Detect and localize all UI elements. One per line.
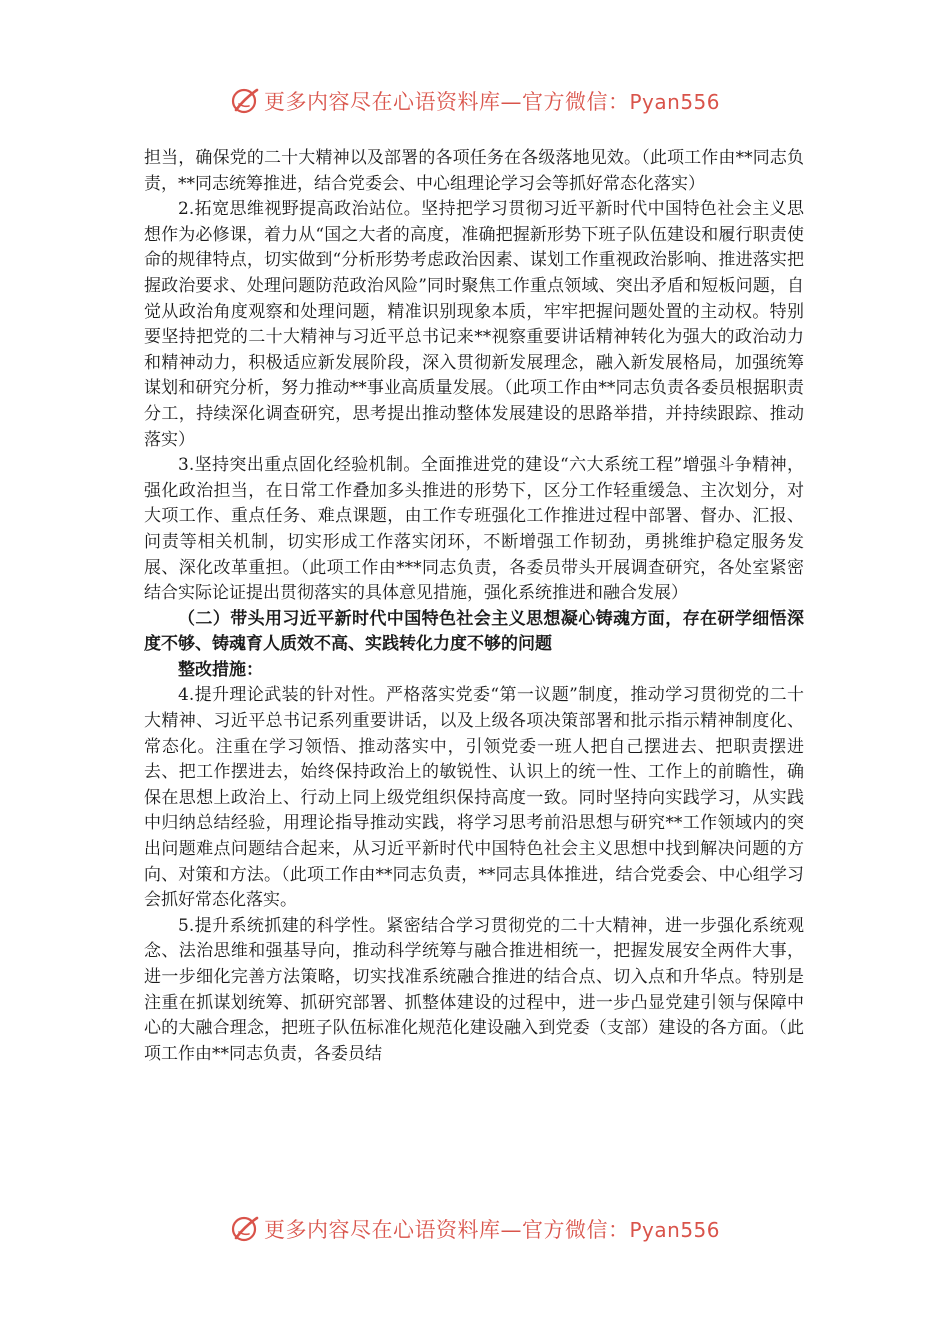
watermark-text: 更多内容尽在心语资料库—官方微信： xyxy=(263,1218,630,1242)
paragraph-continuation: 担当，确保党的二十大精神以及部署的各项任务在各级落地见效。（此项工作由**同志负责，**同志统筹推进，结合党委会、中心组理论学习会等抓好常态化落实） xyxy=(144,148,804,194)
measures-label: 整改措施： xyxy=(178,659,263,680)
paragraph-item-3: 3.坚持突出重点固化经验机制。全面推进党的建设“六大系统工程”增强斗争精神，强化政治担当，在日常工作叠加多头推进的形势下，区分工作轻重缓急、主次划分，对大项工作、重点任务、难点课题，由工作专班强化工作推进过程中部署、督办、汇报、问责等相关机制，切实形成工作落实闭环，不断增强工作韧劲，勇挑维护稳定服务发展、深化改革重担。（此项工作由***同志负责，各委员带头开展调查研究，各处室紧密结合实际论证提出贯彻落实的具体意见措施，强化系统推进和融合发展） xyxy=(144,455,804,604)
watermark-text: 更多内容尽在心语资料库—官方微信： xyxy=(263,90,630,114)
paragraph-item-5: 5.提升系统抓建的科学性。紧密结合学习贯彻党的二十大精神，进一步强化系统观念、法治思维和强基导向，推动科学统筹与融合推进相统一，把握发展安全两件大事，进一步细化完善方法策略，切实找准系统融合推进的结合点、切入点和升华点。特别是注重在抓谋划统筹、抓研究部署、抓整体建设的过程中，进一步凸显党建引领与保障中心的大融合理念，把班子队伍标准化规范化建设融入到党委（支部）建设的各方面。（此项工作由**同志负责，各委员结 xyxy=(144,915,804,1064)
watermark-code: Pyan556 xyxy=(629,90,720,114)
watermark-code: Pyan556 xyxy=(629,1218,720,1242)
document-body xyxy=(144,146,804,1067)
section-heading: （二）带头用习近平新时代中国特色社会主义思想凝心铸魂方面，存在研学细悟深度不够、铸魂育人质效不高、实践转化力度不够的问题 xyxy=(144,608,804,655)
brush-logo-icon xyxy=(230,86,260,116)
footer-watermark xyxy=(0,1214,950,1244)
paragraph-item-4: 4.提升理论武装的针对性。严格落实党委“第一议题”制度，推动学习贯彻党的二十大精神、习近平总书记系列重要讲话，以及上级各项决策部署和批示指示精神制度化、常态化。注重在学习领悟、推动落实中，引领党委一班人把自己摆进去、把职责摆进去、把工作摆进去，始终保持政治上的敏锐性、认识上的统一性、工作上的前瞻性，确保在思想上政治上、行动上同上级党组织保持高度一致。同时坚持向实践学习，从实践中归纳总结经验，用理论指导推动实践，将学习思考前沿思想与研究**工作领域内的突出问题难点问题结合起来，从习近平新时代中国特色社会主义思想中找到解决问题的方向、对策和方法。（此项工作由**同志负责，**同志具体推进，结合党委会、中心组学习会抓好常态化落实。 xyxy=(144,685,804,911)
brush-logo-icon xyxy=(230,1214,260,1244)
paragraph-item-2: 2.拓宽思维视野提高政治站位。坚持把学习贯彻习近平新时代中国特色社会主义思想作为必修课，着力从“国之大者的高度，准确把握新形势下班子队伍建设和履行职责使命的规律特点，切实做到“分析形势考虑政治因素、谋划工作重视政治影响、推进落实把握政治要求、处理问题防范政治风险”同时聚焦工作重点领域、突出矛盾和短板问题，自觉从政治角度观察和处理问题，精准识别现象本质，牢牢把握问题处置的主动权。特别要坚持把党的二十大精神与习近平总书记来**视察重要讲话精神转化为强大的政治动力和精神动力，积极适应新发展阶段，深入贯彻新发展理念，融入新发展格局，加强统筹谋划和研究分析，努力推动**事业高质量发展。（此项工作由**同志负责各委员根据职责分工，持续深化调查研究，思考提出推动整体发展建设的思路举措，并持续跟踪、推动落实） xyxy=(144,199,804,450)
header-watermark xyxy=(0,86,950,116)
